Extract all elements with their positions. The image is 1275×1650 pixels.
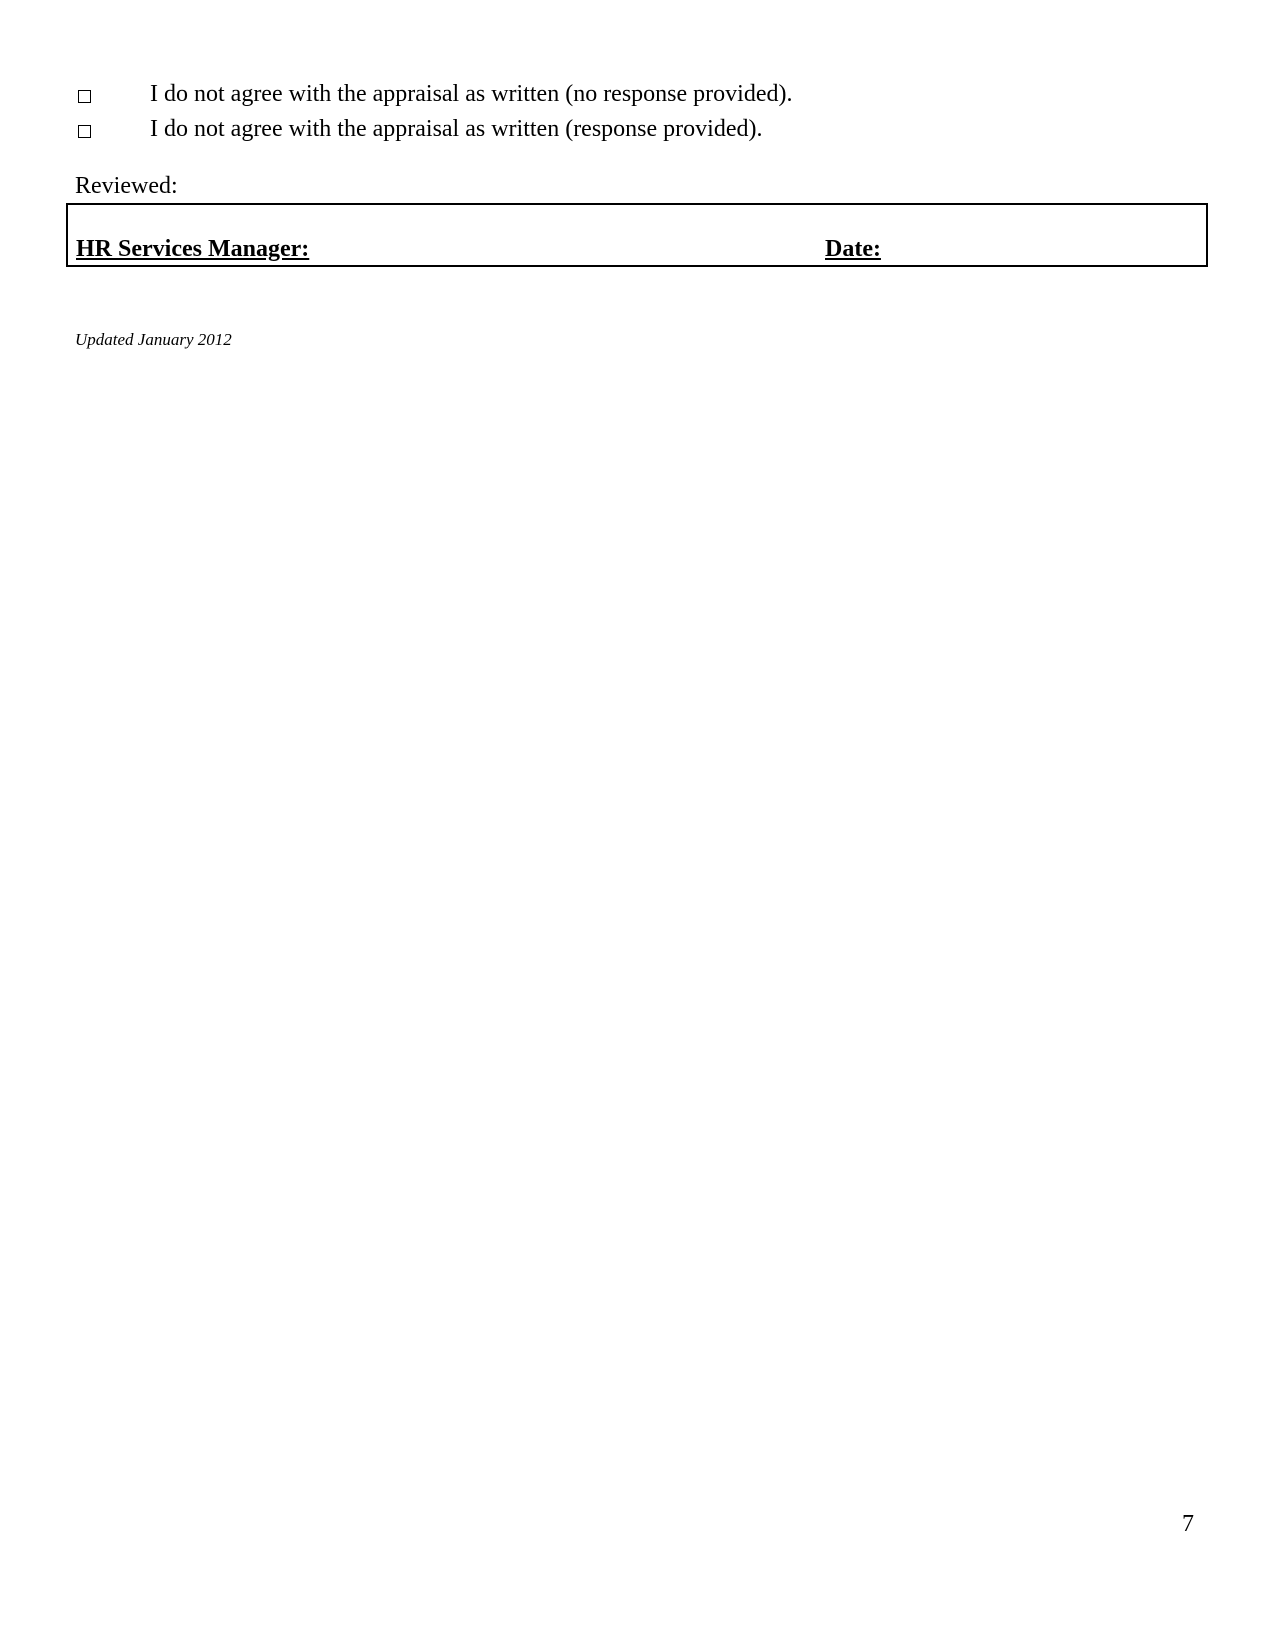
date-label: Date: — [825, 236, 881, 262]
option-row-no-response — [75, 78, 793, 110]
hr-services-manager-label: HR Services Manager: — [76, 236, 310, 262]
hr-signature-box — [66, 203, 1208, 267]
reviewed-label: Reviewed: — [75, 173, 178, 199]
checkbox-no-response[interactable] — [78, 90, 91, 103]
option-label-no-response: I do not agree with the appraisal as written (no response provided). — [150, 81, 793, 107]
option-label-response-provided: I do not agree with the appraisal as written (response provided). — [150, 116, 763, 142]
checkbox-response-provided[interactable] — [78, 125, 91, 138]
updated-note: Updated January 2012 — [75, 330, 232, 349]
option-row-response-provided — [75, 113, 763, 145]
page-number: 7 — [1182, 1511, 1194, 1537]
